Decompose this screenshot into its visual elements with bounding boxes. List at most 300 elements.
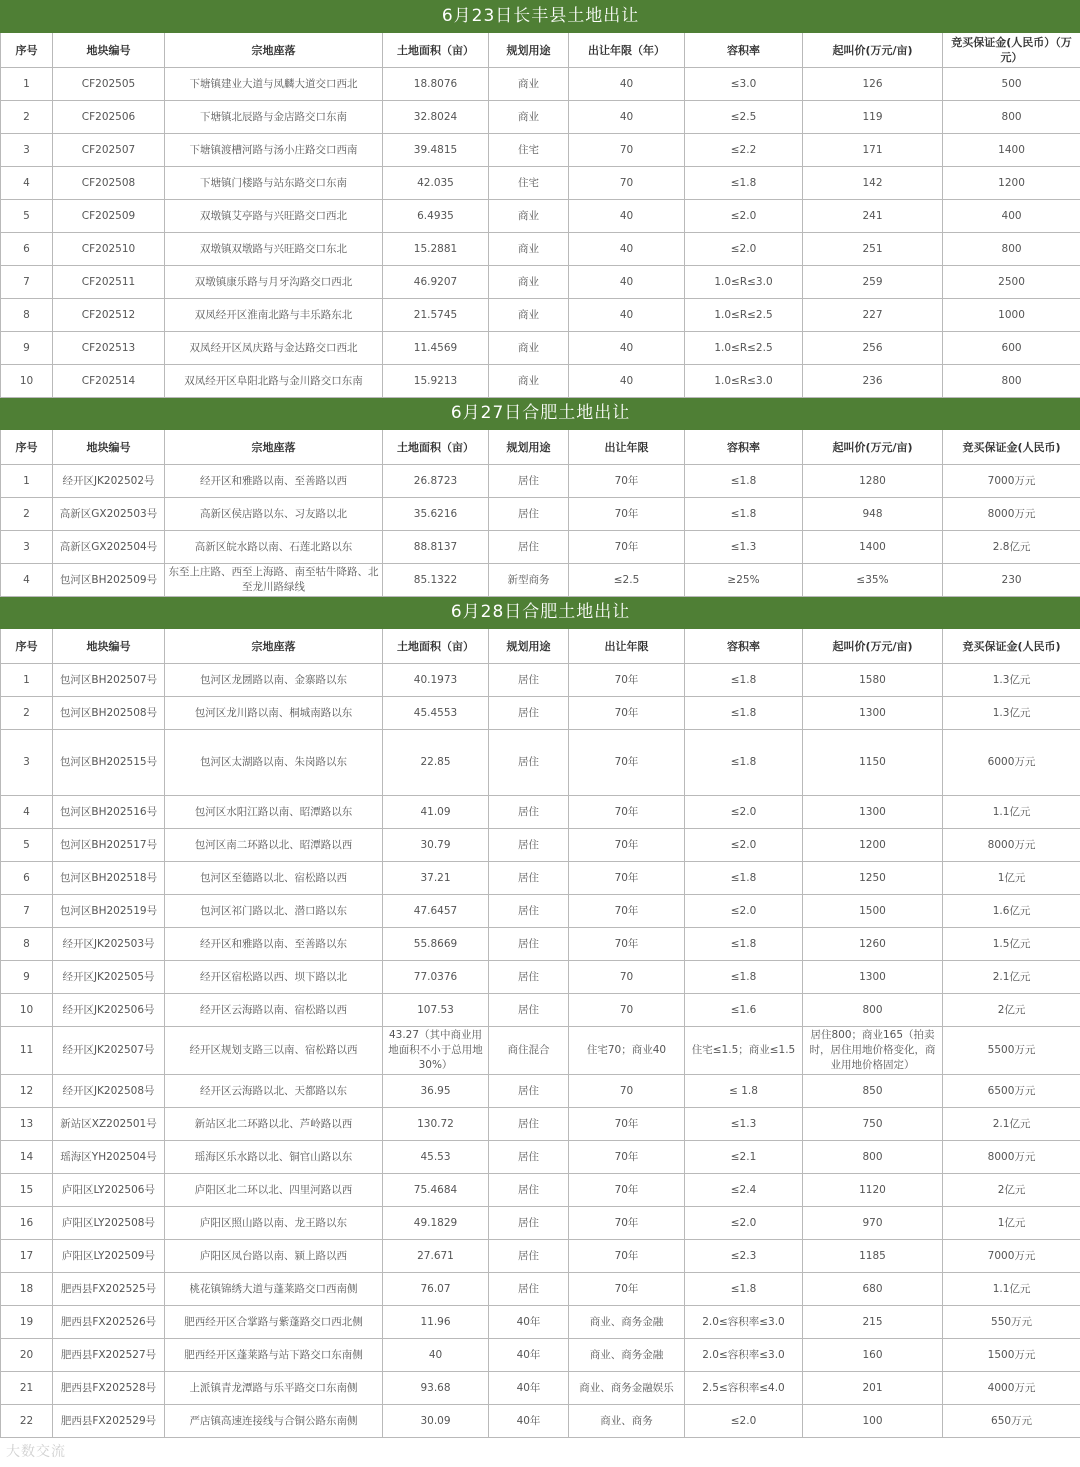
table-cell: ≤2.0 — [685, 233, 803, 266]
table-cell: 经开区JK202506号 — [53, 994, 165, 1027]
column-header: 竞买保证金(人民币) — [943, 430, 1080, 465]
table-cell: 瑶海区YH202504号 — [53, 1141, 165, 1174]
table-cell: 15 — [1, 1174, 53, 1207]
table-cell: 160 — [803, 1339, 943, 1372]
table-row — [1, 796, 1080, 829]
column-header: 出让年限 — [569, 430, 685, 465]
table-cell: 高新区侯店路以东、习友路以北 — [165, 498, 383, 531]
table-cell: 14 — [1, 1141, 53, 1174]
table-cell: 经开区JK202503号 — [53, 928, 165, 961]
table-row — [1, 829, 1080, 862]
table-cell: 236 — [803, 365, 943, 398]
table-cell: 居住 — [489, 498, 569, 531]
table-cell: 商住混合 — [489, 1027, 569, 1075]
table-cell: ≤1.8 — [685, 465, 803, 498]
table-row — [1, 862, 1080, 895]
table-cell: 70 — [569, 961, 685, 994]
column-header: 起叫价(万元/亩) — [803, 430, 943, 465]
table-cell: 75.4684 — [383, 1174, 489, 1207]
table-cell: 70年 — [569, 498, 685, 531]
table-cell: 1 — [1, 664, 53, 697]
table-cell: 230 — [943, 564, 1080, 597]
column-header: 宗地座落 — [165, 629, 383, 664]
table-cell: ≤2.4 — [685, 1174, 803, 1207]
table-cell: 4 — [1, 796, 53, 829]
table-cell: 经开区云海路以南、宿松路以西 — [165, 994, 383, 1027]
table-cell: 肥西县FX202525号 — [53, 1273, 165, 1306]
table-row — [1, 365, 1080, 398]
column-header: 起叫价(万元/亩) — [803, 33, 943, 68]
column-header: 规划用途 — [489, 430, 569, 465]
table-cell: 70年 — [569, 697, 685, 730]
table-cell: 241 — [803, 200, 943, 233]
table-cell: 1200 — [943, 167, 1080, 200]
table-cell: ≤1.6 — [685, 994, 803, 1027]
table-cell: 4000万元 — [943, 1372, 1080, 1405]
column-header: 竞买保证金(人民币) — [943, 629, 1080, 664]
table-cell: 1200 — [803, 829, 943, 862]
table-cell: 7 — [1, 266, 53, 299]
table-row — [1, 1372, 1080, 1405]
table-cell: 居住 — [489, 1141, 569, 1174]
table-cell: 庐阳区照山路以南、龙王路以东 — [165, 1207, 383, 1240]
table-cell: 6500万元 — [943, 1075, 1080, 1108]
table-cell: 居住 — [489, 664, 569, 697]
table-cell: 800 — [803, 994, 943, 1027]
table-cell: 500 — [943, 68, 1080, 101]
table-cell: 88.8137 — [383, 531, 489, 564]
table-cell: 40年 — [489, 1306, 569, 1339]
table-cell: 经开区规划支路三以南、宿松路以西 — [165, 1027, 383, 1075]
table-cell: 肥西县FX202527号 — [53, 1339, 165, 1372]
table-row — [1, 994, 1080, 1027]
table-cell: 13 — [1, 1108, 53, 1141]
table-cell: 171 — [803, 134, 943, 167]
table-cell: 26.8723 — [383, 465, 489, 498]
table-cell: 70年 — [569, 1174, 685, 1207]
table-cell: 2.1亿元 — [943, 961, 1080, 994]
table-cell: 居住 — [489, 994, 569, 1027]
table-row — [1, 68, 1080, 101]
column-header: 容积率 — [685, 33, 803, 68]
table-cell: 2.1亿元 — [943, 1108, 1080, 1141]
table-cell: 46.9207 — [383, 266, 489, 299]
table-cell: 1.5亿元 — [943, 928, 1080, 961]
table-cell: 住宅 — [489, 134, 569, 167]
table-cell: 2 — [1, 498, 53, 531]
table-cell: 750 — [803, 1108, 943, 1141]
table-row — [1, 1339, 1080, 1372]
table-cell: 上派镇青龙潭路与乐平路交口东南侧 — [165, 1372, 383, 1405]
table-cell: ≤2.0 — [685, 1207, 803, 1240]
header-row — [1, 430, 1080, 465]
table-cell: 居住 — [489, 796, 569, 829]
table-cell: 居住 — [489, 961, 569, 994]
table-cell: 3 — [1, 134, 53, 167]
table-cell: 70年 — [569, 664, 685, 697]
table-cell: 21 — [1, 1372, 53, 1405]
table-row — [1, 1141, 1080, 1174]
table-cell: 居住 — [489, 1240, 569, 1273]
table-cell: 2.0≤容积率≤3.0 — [685, 1339, 803, 1372]
table-cell: 新型商务 — [489, 564, 569, 597]
table-cell: 住宅≤1.5；商业≤1.5 — [685, 1027, 803, 1075]
table-cell: 6.4935 — [383, 200, 489, 233]
table-cell: CF202512 — [53, 299, 165, 332]
table-cell: 20 — [1, 1339, 53, 1372]
table-cell: 40 — [569, 266, 685, 299]
table-cell: 包河区BH202516号 — [53, 796, 165, 829]
table-cell: 40 — [569, 68, 685, 101]
table-cell: 6000万元 — [943, 730, 1080, 796]
table-cell: 新站区北二环路以北、芦岭路以西 — [165, 1108, 383, 1141]
table-cell: ≤1.8 — [685, 730, 803, 796]
watermark: 大数交流 — [6, 1444, 66, 1460]
table-cell: 瑶海区乐水路以北、铜官山路以东 — [165, 1141, 383, 1174]
table-cell: ≤2.5 — [569, 564, 685, 597]
table-cell: ≤1.8 — [685, 664, 803, 697]
table-cell: 70年 — [569, 730, 685, 796]
table-cell: CF202507 — [53, 134, 165, 167]
table-row — [1, 498, 1080, 531]
table-cell: 15.9213 — [383, 365, 489, 398]
table-cell: 1500 — [803, 895, 943, 928]
table-cell: 970 — [803, 1207, 943, 1240]
table-cell: 130.72 — [383, 1108, 489, 1141]
table-cell: 1.0≤R≤2.5 — [685, 299, 803, 332]
column-header: 地块编号 — [53, 629, 165, 664]
table-cell: 1120 — [803, 1174, 943, 1207]
table-cell: 庐阳区LY202509号 — [53, 1240, 165, 1273]
table-cell: 40 — [569, 299, 685, 332]
table-cell: 新站区XZ202501号 — [53, 1108, 165, 1141]
table-cell: 商业、商务金融 — [569, 1306, 685, 1339]
table-cell: 商业、商务 — [569, 1405, 685, 1438]
table-cell: 142 — [803, 167, 943, 200]
table-cell: 4 — [1, 564, 53, 597]
table-cell: ≤2.5 — [685, 101, 803, 134]
table-cell: 1.1亿元 — [943, 796, 1080, 829]
table-row — [1, 332, 1080, 365]
table-cell: 15.2881 — [383, 233, 489, 266]
table-cell: ≤1.8 — [685, 928, 803, 961]
table-cell: 70 — [569, 1075, 685, 1108]
column-header: 土地面积（亩） — [383, 33, 489, 68]
column-header: 序号 — [1, 33, 53, 68]
table-cell: 桃花镇锦绣大道与蓬莱路交口西南侧 — [165, 1273, 383, 1306]
table-cell: 19 — [1, 1306, 53, 1339]
table-cell: 肥西经开区合掌路与紫蓬路交口西北侧 — [165, 1306, 383, 1339]
table-cell: 居住 — [489, 895, 569, 928]
table-cell: ≤1.8 — [685, 1273, 803, 1306]
table-cell: 1.0≤R≤3.0 — [685, 266, 803, 299]
table-cell: 40 — [383, 1339, 489, 1372]
table-cell: 双墩镇康乐路与月牙沟路交口西北 — [165, 266, 383, 299]
section-title: 6月23日长丰县土地出让 — [1, 1, 1080, 33]
table-cell: 5500万元 — [943, 1027, 1080, 1075]
table-cell: 居住 — [489, 928, 569, 961]
table-cell: 70年 — [569, 829, 685, 862]
table-cell: ≤2.0 — [685, 200, 803, 233]
table-cell: 商业 — [489, 332, 569, 365]
table-cell: 居住 — [489, 1075, 569, 1108]
table-cell: 包河区BH202509号 — [53, 564, 165, 597]
table-cell: 251 — [803, 233, 943, 266]
table-cell: ≤2.2 — [685, 134, 803, 167]
table-cell: 1亿元 — [943, 862, 1080, 895]
table-row — [1, 664, 1080, 697]
table-cell: 下塘镇渡槽河路与汤小庄路交口西南 — [165, 134, 383, 167]
table-cell: CF202509 — [53, 200, 165, 233]
table-cell: 居住 — [489, 730, 569, 796]
table-row — [1, 895, 1080, 928]
table-cell: 70年 — [569, 1273, 685, 1306]
table-cell: 47.6457 — [383, 895, 489, 928]
table-cell: 119 — [803, 101, 943, 134]
table-cell: 严店镇高速连接线与合铜公路东南侧 — [165, 1405, 383, 1438]
table-cell: ≤2.1 — [685, 1141, 803, 1174]
table-cell: 12 — [1, 1075, 53, 1108]
table-cell: 经开区和雅路以南、至善路以东 — [165, 928, 383, 961]
table-cell: 商业 — [489, 266, 569, 299]
table-cell: 37.21 — [383, 862, 489, 895]
table-cell: 4 — [1, 167, 53, 200]
column-header: 竞买保证金(人民币）（万元） — [943, 33, 1080, 68]
table-cell: 126 — [803, 68, 943, 101]
table-cell: 经开区JK202508号 — [53, 1075, 165, 1108]
column-header: 容积率 — [685, 629, 803, 664]
column-header: 起叫价(万元/亩) — [803, 629, 943, 664]
table-cell: 40年 — [489, 1372, 569, 1405]
table-cell: 40年 — [489, 1405, 569, 1438]
table-cell: 高新区GX202503号 — [53, 498, 165, 531]
table-cell: ≤1.8 — [685, 498, 803, 531]
table-cell: 2 — [1, 697, 53, 730]
table-cell: 庐阳区LY202506号 — [53, 1174, 165, 1207]
table-cell: 包河区BH202518号 — [53, 862, 165, 895]
table-cell: CF202513 — [53, 332, 165, 365]
table-cell: 800 — [943, 365, 1080, 398]
table-cell: ≤35% — [803, 564, 943, 597]
table-cell: 43.27（其中商业用地面积不小于总用地30%） — [383, 1027, 489, 1075]
table-cell: 948 — [803, 498, 943, 531]
table-cell: 70年 — [569, 928, 685, 961]
table-cell: 85.1322 — [383, 564, 489, 597]
table-cell: 18.8076 — [383, 68, 489, 101]
table-row — [1, 564, 1080, 597]
table-cell: 40 — [569, 200, 685, 233]
table-cell: 2.0≤容积率≤3.0 — [685, 1306, 803, 1339]
table-cell: 居住 — [489, 531, 569, 564]
table-cell: 8000万元 — [943, 498, 1080, 531]
section-title-row — [1, 1, 1080, 33]
table-cell: 6 — [1, 862, 53, 895]
table-row — [1, 465, 1080, 498]
table-cell: 3 — [1, 730, 53, 796]
table-cell: 双凤经开区凤庆路与金达路交口西北 — [165, 332, 383, 365]
table-cell: 850 — [803, 1075, 943, 1108]
table-cell: 2.8亿元 — [943, 531, 1080, 564]
table-row — [1, 101, 1080, 134]
table-cell: 17 — [1, 1240, 53, 1273]
table-cell: CF202510 — [53, 233, 165, 266]
table-cell: 70 — [569, 994, 685, 1027]
table-cell: 1300 — [803, 796, 943, 829]
table-cell: ≤2.0 — [685, 829, 803, 862]
table-cell: 70年 — [569, 862, 685, 895]
table-row — [1, 233, 1080, 266]
table-cell: ≤1.8 — [685, 862, 803, 895]
table-cell: 东至上庄路、西至上海路、南至牯牛降路、北至龙川路绿线 — [165, 564, 383, 597]
table-cell: 双凤经开区阜阳北路与金川路交口东南 — [165, 365, 383, 398]
table-cell: 居住 — [489, 697, 569, 730]
table-cell: 1260 — [803, 928, 943, 961]
table-cell: 双墩镇双墩路与兴旺路交口东北 — [165, 233, 383, 266]
table-cell: 住宅70；商业40 — [569, 1027, 685, 1075]
table-cell: ≤1.8 — [685, 167, 803, 200]
table-cell: 商业 — [489, 233, 569, 266]
table-cell: 包河区南二环路以北、昭潭路以西 — [165, 829, 383, 862]
table-cell: 259 — [803, 266, 943, 299]
column-header: 土地面积（亩） — [383, 629, 489, 664]
table-cell: ≤1.8 — [685, 697, 803, 730]
table-cell: 40年 — [489, 1339, 569, 1372]
table-row — [1, 1075, 1080, 1108]
table-cell: 1280 — [803, 465, 943, 498]
column-header: 规划用途 — [489, 33, 569, 68]
table-cell: ≤2.3 — [685, 1240, 803, 1273]
table-cell: ≤2.0 — [685, 895, 803, 928]
table-cell: 40 — [569, 332, 685, 365]
table-cell: ≥25% — [685, 564, 803, 597]
table-cell: 1250 — [803, 862, 943, 895]
table-cell: 1300 — [803, 697, 943, 730]
table-cell: 45.4553 — [383, 697, 489, 730]
table-cell: 高新区GX202504号 — [53, 531, 165, 564]
table-cell: ≤ 1.8 — [685, 1075, 803, 1108]
table-cell: 包河区BH202517号 — [53, 829, 165, 862]
column-header: 序号 — [1, 430, 53, 465]
table-cell: 22 — [1, 1405, 53, 1438]
table-cell: 680 — [803, 1273, 943, 1306]
table-cell: 高新区皖水路以南、石莲北路以东 — [165, 531, 383, 564]
table-cell: 70年 — [569, 465, 685, 498]
column-header: 出让年限 — [569, 629, 685, 664]
table-cell: 70 — [569, 134, 685, 167]
table-cell: 600 — [943, 332, 1080, 365]
table-row — [1, 1207, 1080, 1240]
table-cell: 550万元 — [943, 1306, 1080, 1339]
table-cell: 70年 — [569, 531, 685, 564]
table-row — [1, 697, 1080, 730]
table-cell: CF202508 — [53, 167, 165, 200]
table-cell: 30.79 — [383, 829, 489, 862]
table-cell: 1.0≤R≤3.0 — [685, 365, 803, 398]
column-header: 土地面积（亩） — [383, 430, 489, 465]
table-cell: 800 — [943, 101, 1080, 134]
table-cell: 1580 — [803, 664, 943, 697]
column-header: 规划用途 — [489, 629, 569, 664]
table-cell: 居住 — [489, 862, 569, 895]
table-cell: 21.5745 — [383, 299, 489, 332]
table-cell: 18 — [1, 1273, 53, 1306]
table-cell: 70年 — [569, 1141, 685, 1174]
table-cell: 256 — [803, 332, 943, 365]
table-cell: 77.0376 — [383, 961, 489, 994]
table-cell: 7 — [1, 895, 53, 928]
table-cell: 1 — [1, 465, 53, 498]
table-row — [1, 1174, 1080, 1207]
table-cell: CF202506 — [53, 101, 165, 134]
table-cell: 1 — [1, 68, 53, 101]
section-title-row — [1, 398, 1080, 430]
table-cell: 6 — [1, 233, 53, 266]
table-cell: 商业、商务金融娱乐 — [569, 1372, 685, 1405]
table-cell: 30.09 — [383, 1405, 489, 1438]
table-cell: ≤1.3 — [685, 531, 803, 564]
table-cell: ≤1.3 — [685, 1108, 803, 1141]
table-cell: 下塘镇北辰路与金店路交口东南 — [165, 101, 383, 134]
table-cell: 27.671 — [383, 1240, 489, 1273]
table-cell: 双凤经开区淮南北路与丰乐路东北 — [165, 299, 383, 332]
table-cell: ≤2.0 — [685, 796, 803, 829]
table-cell: 16 — [1, 1207, 53, 1240]
table-row — [1, 730, 1080, 796]
table-cell: 8000万元 — [943, 829, 1080, 862]
table-cell: 2 — [1, 101, 53, 134]
table-cell: 居住 — [489, 1273, 569, 1306]
table-cell: 8 — [1, 299, 53, 332]
table-cell: 包河区太湖路以南、朱岗路以东 — [165, 730, 383, 796]
table-row — [1, 531, 1080, 564]
table-cell: 70年 — [569, 895, 685, 928]
table-cell: 住宅 — [489, 167, 569, 200]
table-cell: 1500万元 — [943, 1339, 1080, 1372]
table-cell: 经开区JK202505号 — [53, 961, 165, 994]
table-cell: 11 — [1, 1027, 53, 1075]
table-cell: 10 — [1, 365, 53, 398]
table-cell: 7000万元 — [943, 1240, 1080, 1273]
table-cell: 居住 — [489, 1108, 569, 1141]
table-cell: 800 — [803, 1141, 943, 1174]
table-row — [1, 1273, 1080, 1306]
table-cell: 1400 — [803, 531, 943, 564]
column-header: 地块编号 — [53, 33, 165, 68]
table-cell: 8000万元 — [943, 1141, 1080, 1174]
table-cell: 庐阳区北二环以北、四里河路以西 — [165, 1174, 383, 1207]
table-cell: 100 — [803, 1405, 943, 1438]
table-cell: 2500 — [943, 266, 1080, 299]
table-cell: 经开区JK202507号 — [53, 1027, 165, 1075]
table-cell: 经开区宿松路以西、坝下路以北 — [165, 961, 383, 994]
table-cell: 下塘镇建业大道与凤麟大道交口西北 — [165, 68, 383, 101]
table-row — [1, 266, 1080, 299]
table-cell: 227 — [803, 299, 943, 332]
column-header: 容积率 — [685, 430, 803, 465]
table-cell: 肥西县FX202526号 — [53, 1306, 165, 1339]
table-row — [1, 1027, 1080, 1075]
table-cell: 庐阳区LY202508号 — [53, 1207, 165, 1240]
table-cell: 包河区BH202508号 — [53, 697, 165, 730]
table-cell: CF202505 — [53, 68, 165, 101]
table-row — [1, 200, 1080, 233]
table-cell: 1300 — [803, 961, 943, 994]
table-cell: 41.09 — [383, 796, 489, 829]
table-cell: 商业 — [489, 365, 569, 398]
table-cell: 商业 — [489, 68, 569, 101]
table-cell: 5 — [1, 200, 53, 233]
table-cell: 1000 — [943, 299, 1080, 332]
